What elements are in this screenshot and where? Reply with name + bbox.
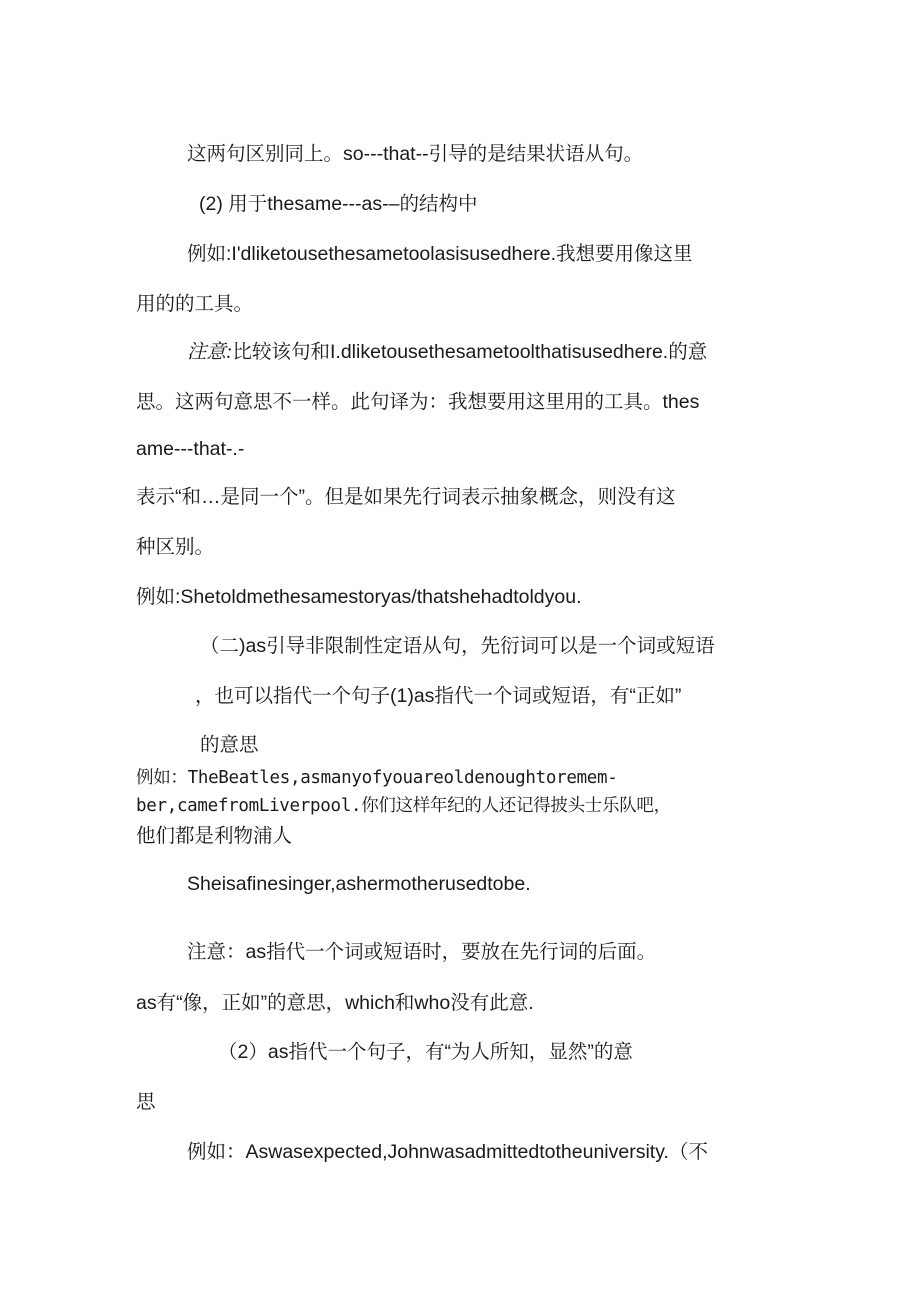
text-line: 的意思 xyxy=(200,734,259,756)
text-line: 注意：as指代一个词或短语时，要放在先行词的后面。 xyxy=(187,941,657,963)
text-line: 表示“和…是同一个”。但是如果先行词表示抽象概念，则没有这 xyxy=(136,486,676,508)
text-line: （2）as指代一个句子，有“为人所知，显然”的意 xyxy=(218,1041,633,1063)
note-text: 比较该句和I.dliketousethesametoolthatisusedhere.的意 xyxy=(232,341,708,363)
text-line: 他们都是利物浦人 xyxy=(136,825,293,847)
text-line xyxy=(187,343,707,363)
text-line: 例如：Aswasexpected,Johnwasadmittedtotheuniversity.（不 xyxy=(187,1141,708,1163)
text-line: 思。这两句意思不一样。此句译为：我想要用这里用的工具。thes xyxy=(136,391,700,413)
note-label: 注意: xyxy=(187,342,233,363)
text-line: 这两句区别同上。so---that--引导的是结果状语从句。 xyxy=(187,143,644,165)
text-line: 例如:Shetoldmethesamestoryas/thatshehadtoldyou. xyxy=(136,586,582,608)
text-line: 例如：TheBeatles,asmanyofyouareoldenoughtoremem- xyxy=(136,768,618,788)
text-line: as有“像，正如”的意思，which和who没有此意. xyxy=(136,992,534,1014)
text-line: Sheisafinesinger,ashermotherusedtobe. xyxy=(187,873,531,895)
text-line: 用的的工具。 xyxy=(136,293,254,315)
text-line: (2) 用于thesame---as-–的结构中 xyxy=(199,193,478,215)
text-line: ，也可以指代一个句子(1)as指代一个词或短语，有“正如” xyxy=(195,685,682,707)
text-line: ber,camefromLiverpool.你们这样年纪的人还记得披头士乐队吧， xyxy=(136,796,671,816)
text-line: （二)as引导非限制性定语从句，先衍词可以是一个词或短语 xyxy=(200,635,715,657)
text-line: ame---that-.- xyxy=(136,438,245,460)
text-line: 种区别。 xyxy=(136,536,215,558)
text-line: 思 xyxy=(136,1091,156,1113)
text-line: 例如:I'dliketousethesametoolasisusedhere.我想要用像这里 xyxy=(187,243,693,265)
